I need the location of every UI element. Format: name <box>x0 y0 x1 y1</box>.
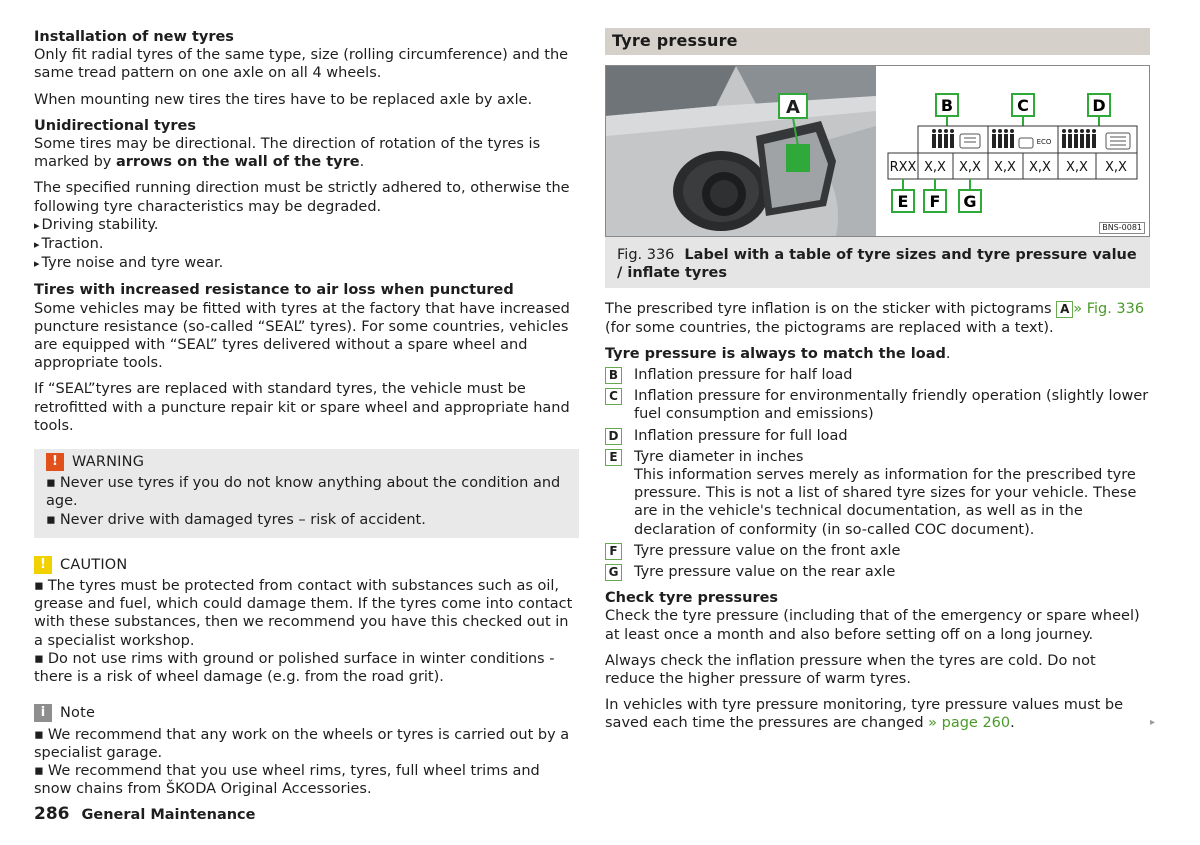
legend-text: Inflation pressure for environmentally friendly operation (slightly lower fuel consumption and emissions) <box>634 388 1149 423</box>
legend-label: B <box>605 367 622 384</box>
legend-item <box>605 448 1150 539</box>
list-item: ▸ Traction. <box>34 235 579 254</box>
cell-value: X,X <box>1105 160 1127 175</box>
continue-arrow-icon: ▸ <box>1150 717 1156 728</box>
page-number: 286 <box>34 804 70 824</box>
caution-title: CAUTION <box>60 556 128 573</box>
section-title: Tyre pressure <box>605 28 1150 55</box>
cell-value: X,X <box>994 160 1016 175</box>
unidir-text-a: Some tires may be directional. The direction of rotation of the tyres is marked by <box>34 136 541 171</box>
eco-label: ECO <box>1036 138 1052 146</box>
fig-336-link[interactable]: » Fig. 336 <box>1073 301 1145 318</box>
cell-value: X,X <box>1029 160 1051 175</box>
page-260-link[interactable]: » page 260 <box>928 715 1011 732</box>
warning-title: WARNING <box>72 454 145 471</box>
legend-text: Tyre pressure value on the rear axle <box>634 564 896 581</box>
figure-code: BNS-0081 <box>1099 222 1145 234</box>
legend-text: Tyre pressure value on the front axle <box>634 542 901 559</box>
check-text: Check the tyre pressure (including that of the emergency or spare wheel) at least once a month and also before setting off on a long journey. <box>605 608 1140 643</box>
caution-icon: ! <box>34 556 52 574</box>
legend-extra: This information serves merely as information for the prescribed tyre pressure. This is not a list of shared tyre sizes for your vehicle. These are in the vehicle's technical documentation, as well as in the declaration of conformity (in so-called COC document). <box>634 467 1137 538</box>
callout-e <box>892 190 914 212</box>
svg-text:E: E <box>897 192 909 211</box>
legend-label: E <box>605 449 622 466</box>
legend-label: D <box>605 428 622 445</box>
caution-item: ▪ The tyres must be protected from contact with substances such as oil, grease and fuel, which could damage them. If the tyres come into contact with these substances, then we recommend you have this checked out in a specialist workshop. <box>34 577 579 650</box>
legend-text: Inflation pressure for full load <box>634 427 848 444</box>
warning-item: ▪ Never drive with damaged tyres – risk of accident. <box>46 511 567 529</box>
warning-icon: ! <box>46 453 64 471</box>
match-bold: Tyre pressure is always to match the load <box>605 345 946 362</box>
callout-c <box>1012 94 1034 126</box>
warning-box <box>34 449 579 538</box>
svg-text:C: C <box>1017 96 1029 115</box>
seal-replace-text: If “SEAL”tyres are replaced with standard tyres, the vehicle must be retrofitted with a puncture repair kit or spare wheel and appropriate hand tools. <box>34 381 570 434</box>
legend-label: F <box>605 543 622 560</box>
info-icon: i <box>34 704 52 722</box>
legend-item <box>605 387 1150 423</box>
footer-section: General Maintenance <box>81 807 256 823</box>
seal-title: Tires with increased resistance to air loss when punctured <box>34 282 514 299</box>
monitor-text <box>605 696 1150 732</box>
unidir-text <box>34 135 579 171</box>
figure-336 <box>605 65 1150 237</box>
unidir-text-b: . <box>359 154 365 171</box>
monitor-b: . <box>1010 715 1015 732</box>
running-section <box>34 179 579 273</box>
match-end: . <box>945 345 951 362</box>
note-box <box>34 700 579 798</box>
legend-label: G <box>605 564 622 581</box>
list-item: ▸ Driving stability. <box>34 216 579 235</box>
label-diagram <box>876 66 1149 236</box>
caution-box <box>34 552 579 686</box>
warning-item: ▪ Never use tyres if you do not know anything about the condition and age. <box>46 474 567 510</box>
running-text: The specified running direction must be strictly adhered to, otherwise the following tyre characteristics may be degraded. <box>34 180 570 215</box>
callout-d <box>1088 94 1110 126</box>
figure-caption <box>605 237 1150 288</box>
page-footer <box>34 805 255 824</box>
list-item: ▸ Tyre noise and tyre wear. <box>34 254 579 273</box>
warning-header <box>46 453 567 471</box>
caution-header <box>34 556 579 574</box>
cell-value: X,X <box>959 160 981 175</box>
unidir-title: Unidirectional tyres <box>34 117 196 134</box>
callout-f <box>924 190 946 212</box>
seal-text: Some vehicles may be fitted with tyres at the factory that have increased puncture resistance (so-called “SEAL” tyres). For some countries, vehicles are equipped with “SEAL” tyres delivered without a spare wheel and appropriate tools. <box>34 300 570 372</box>
fuel-flap-photo <box>606 66 876 236</box>
monitor-a: In vehicles with tyre pressure monitoring, tyre pressure values must be saved each time the pressures are changed <box>605 697 1124 732</box>
mounting-text: When mounting new tires the tires have to be replaced axle by axle. <box>34 91 533 108</box>
unidir-text-bold: arrows on the wall of the tyre <box>115 154 360 171</box>
note-title: Note <box>60 705 96 722</box>
legend-text: Tyre diameter in inches <box>634 448 804 465</box>
install-section <box>34 28 579 83</box>
legend-text: Inflation pressure for half load <box>634 367 853 384</box>
install-text: Only fit radial tyres of the same type, size (rolling circumference) and the same tread pattern on one axle on all 4 wheels. <box>34 47 569 82</box>
check-section <box>605 589 1150 644</box>
callout-g <box>959 190 981 212</box>
svg-text:D: D <box>1092 96 1106 115</box>
caution-item: ▪ Do not use rims with ground or polished surface in winter conditions - there is a risk of wheel damage (e.g. from the road grit). <box>34 650 579 686</box>
match-text <box>605 345 1150 363</box>
cell-rim: RXX <box>889 160 917 175</box>
cell-value: X,X <box>924 160 946 175</box>
svg-text:G: G <box>963 192 977 211</box>
install-title: Installation of new tyres <box>34 29 234 45</box>
left-column <box>34 28 579 812</box>
legend-item <box>605 542 1150 560</box>
legend-label: C <box>605 388 622 405</box>
cold-text: Always check the inflation pressure when the tyres are cold. Do not reduce the higher pressure of warm tyres. <box>605 652 1096 688</box>
label-a: A <box>1056 301 1073 318</box>
figure-number: Fig. 336 <box>617 247 675 263</box>
fuel-flap-illustration <box>606 66 876 236</box>
callout-a: A <box>786 97 800 118</box>
intro-text <box>605 300 1150 336</box>
svg-text:F: F <box>929 192 941 211</box>
intro-b: (for some countries, the pictograms are replaced with a text). <box>605 319 1054 336</box>
legend-item <box>605 366 1150 384</box>
legend-text-group <box>634 448 1150 539</box>
right-column <box>605 28 1150 741</box>
value-row <box>888 153 1137 179</box>
cell-value: X,X <box>1066 160 1088 175</box>
green-sticker <box>786 144 810 172</box>
caption-text: Label with a table of tyre sizes and tyre pressure value / inflate tyres <box>617 247 1137 282</box>
note-item: ▪ We recommend that you use wheel rims, tyres, full wheel trims and snow chains from ŠKODA Original Accessories. <box>34 762 579 798</box>
svg-text:B: B <box>940 96 954 115</box>
seal-section <box>34 281 579 372</box>
note-item: ▪ We recommend that any work on the wheels or tyres is carried out by a specialist garage. <box>34 726 579 762</box>
intro-a: The prescribed tyre inflation is on the sticker with pictograms <box>605 301 1057 318</box>
check-title: Check tyre pressures <box>605 590 779 607</box>
callout-b <box>936 94 958 126</box>
legend-item <box>605 563 1150 581</box>
note-header <box>34 704 579 722</box>
legend-item <box>605 427 1150 445</box>
tyre-label-diagram <box>876 66 1148 236</box>
unidir-section <box>34 117 579 172</box>
